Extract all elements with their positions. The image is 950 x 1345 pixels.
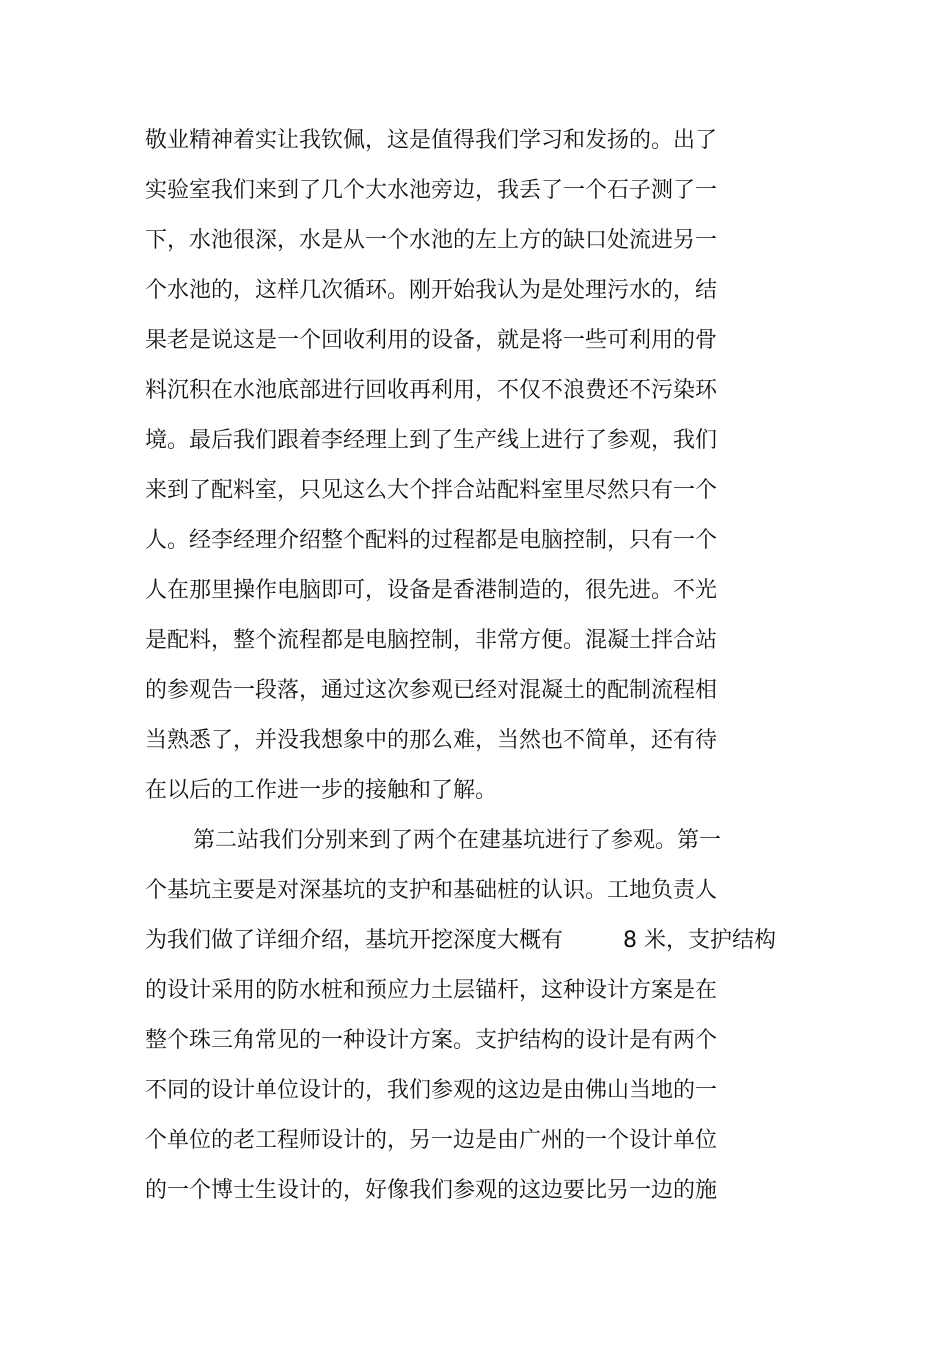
text-line-13: 当熟悉了，并没我想象中的那么难，当然也不简单，还有待 [145, 728, 718, 753]
text-line-5: 果老是说这是一个回收利用的设备，就是将一些可利用的骨 [145, 328, 718, 353]
text-line-4: 个水池的，这样几次循环。刚开始我认为是处理污水的，结 [145, 278, 718, 303]
text-line-3: 下，水池很深，水是从一个水池的左上方的缺口处流进另一 [145, 228, 718, 253]
text-line-6: 料沉积在水池底部进行回收再利用，不仅不浪费还不污染环 [145, 378, 718, 403]
text-line-17 [145, 916, 845, 966]
text-line-12: 的参观告一段落，通过这次参观已经对混凝土的配制流程相 [145, 678, 718, 703]
paragraph-2-first-line: 第二站我们分别来到了两个在建基坑进行了参观。第一 [193, 828, 722, 853]
text-line-14: 在以后的工作进一步的接触和了解。 [145, 778, 498, 803]
text-line-16: 个基坑主要是对深基坑的支护和基础桩的认识。工地负责人 [145, 878, 718, 903]
text-line-22: 的一个博士生设计的，好像我们参观的这边要比另一边的施 [145, 1178, 718, 1203]
text-line-8: 来到了配料室，只见这么大个拌合站配料室里尽然只有一个 [145, 478, 718, 503]
text-line-19: 整个珠三角常见的一种设计方案。支护结构的设计是有两个 [145, 1028, 718, 1053]
body-text [145, 116, 845, 1216]
text-line-10: 人在那里操作电脑即可，设备是香港制造的，很先进。不光 [145, 578, 718, 603]
text-line-9: 人。经李经理介绍整个配料的过程都是电脑控制，只有一个 [145, 528, 718, 553]
text-line-17-main: 为我们做了详细介绍，基坑开挖深度大概有 [145, 928, 564, 953]
text-line-11: 是配料，整个流程都是电脑控制，非常方便。混凝土拌合站 [145, 628, 718, 653]
text-line-7: 境。最后我们跟着李经理上到了生产线上进行了参观，我们 [145, 428, 718, 453]
text-line-20: 不同的设计单位设计的，我们参观的这边是由佛山当地的一 [145, 1078, 718, 1103]
text-line-17-suffix: 8 米，支护结构 [623, 928, 777, 953]
text-line-1: 敬业精神着实让我钦佩，这是值得我们学习和发扬的。出了 [145, 128, 718, 153]
text-line-2: 实验室我们来到了几个大水池旁边，我丢了一个石子测了一 [145, 178, 718, 203]
text-line-21: 个单位的老工程师设计的，另一边是由广州的一个设计单位 [145, 1128, 718, 1153]
text-line-18: 的设计采用的防水桩和预应力土层锚杆，这种设计方案是在 [145, 978, 718, 1003]
